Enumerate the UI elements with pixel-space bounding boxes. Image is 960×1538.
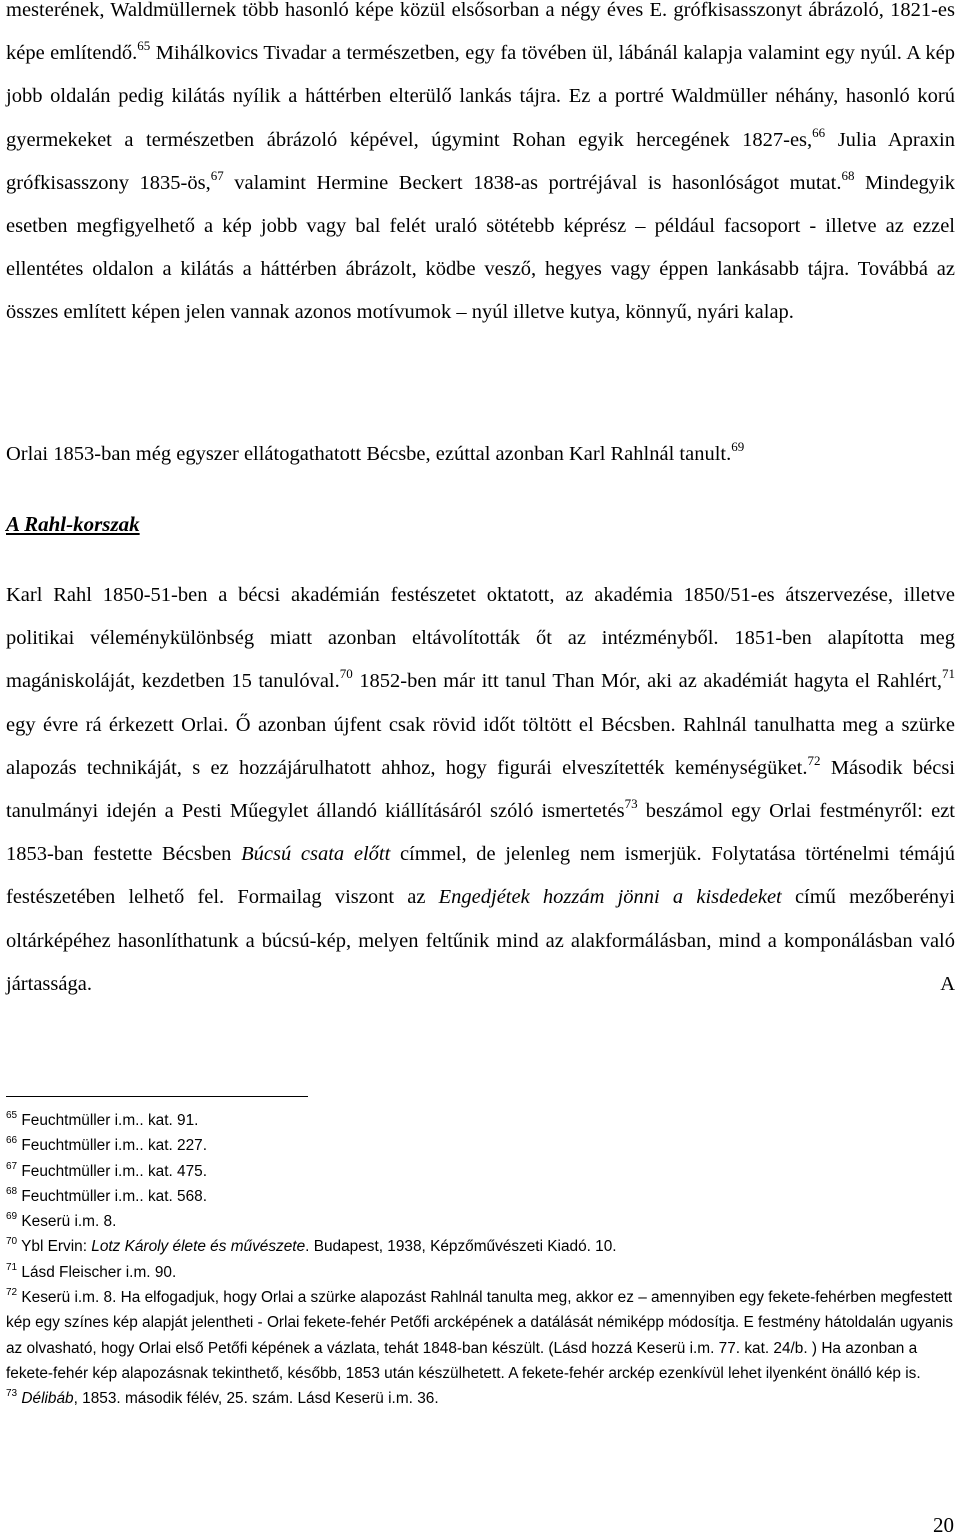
text-run: című mezőberényi oltárképéhez hasonlíthatunk a búcsú-kép, melyen feltűnik mind az alakformálásban, mind a komponálásban való jártassága. A [6, 886, 955, 995]
footnote-68 [6, 1184, 955, 1209]
footnote-ref-65[interactable]: 65 [137, 38, 151, 54]
body-paragraph-3 [6, 574, 955, 1006]
footnote-text: Feuchtmüller i.m.. kat. 475. [17, 1162, 208, 1180]
footnote-ref-66[interactable]: 66 [812, 124, 826, 140]
footnote-text: , 1853. második félév, 25. szám. Lásd Keserü i.m. 36. [73, 1390, 439, 1408]
artwork-title: Búcsú csata előtt [241, 843, 391, 866]
footnote-text: Lásd Fleischer i.m. 90. [17, 1263, 177, 1281]
text-run: valamint Hermine Beckert 1838-as portréjával is hasonlóságot mutat. [223, 171, 842, 194]
text-run: Karl Rahl 1850-51-ben a bécsi akadémián festészetet oktatott, az akadémia 1850/51-es átszervezése, illetve politikai véleménykülönbség miatt azonban eltávolították őt az intézményből. 1851-ben alapította meg magániskoláját, kezdetben 15 tanulóval. [6, 584, 955, 693]
footnote-67 [6, 1159, 955, 1184]
footnote-text: Feuchtmüller i.m.. kat. 568. [17, 1187, 208, 1205]
footnote-number: 73 [6, 1388, 18, 1400]
text-run: 1852-ben már itt tanul Than Mór, aki az akadémiát hagyta el Rahlért, [352, 670, 942, 693]
footnote-ref-70[interactable]: 70 [339, 666, 353, 682]
footnote-70 [6, 1234, 955, 1259]
footnote-text: Keserü i.m. 8. [17, 1213, 117, 1231]
text-run: Második bécsi tanulmányi idején a Pesti Műegylet állandó kiállításáról szóló ismertetés [6, 756, 956, 823]
periodical-title: Délibáb [21, 1390, 74, 1408]
text-run: Julia Apraxin grófkisasszony 1835-ös, [6, 128, 955, 194]
footnote-73 [6, 1386, 955, 1411]
footnote-number: 72 [6, 1287, 18, 1299]
footnote-text: Feuchtmüller i.m.. kat. 91. [17, 1112, 199, 1129]
footnote-number: 66 [6, 1135, 18, 1147]
body-paragraph-2 [6, 439, 745, 466]
page-number: 20 [933, 1513, 954, 1537]
footnote-text: Ybl Ervin: [17, 1238, 92, 1256]
footnote-ref-67[interactable]: 67 [210, 167, 224, 183]
text-run: Orlai 1853-ban még egyszer ellátogathatott Bécsbe, ezúttal azonban Karl Rahlnál tanult. [6, 443, 732, 465]
section-heading: A Rahl-korszak [6, 512, 140, 536]
footnote-text: Keserü i.m. 8. Ha elfogadjuk, hogy Orlai a szürke alapozást Rahlnál tanulta meg, akkor ez – amennyiben egy fekete-fehérben megfestett kép egy színes kép alapját jelentheti - Orlai fekete-fehér Petőfi arcképének a datálását némiképp módosítja. E festmény hátoldalán ugyanis az olvasható, hogy Orlai első Petőfi képének a vázlata, tehát 1848-ban készült. (Lásd hozzá Keserü i.m. 77. kat. 24/b. ) Ha azonban a fekete-fehér kép alapozásnak tekinthető, később, 1853 után készülhetett. A fekete-fehér arckép ezenkívül lehet ilyenként önálló kép is. [6, 1289, 954, 1382]
footnote-number: 65 [6, 1110, 18, 1121]
footnote-text: . Budapest, 1938, Képzőművészeti Kiadó. 10. [305, 1238, 617, 1256]
artwork-title: Engedjétek hozzám jönni a kisdedeket [438, 886, 782, 909]
footnote-number: 67 [6, 1160, 18, 1172]
text-run: mesterének, Waldmüllernek több hasonló képe közül elsősorban a négy éves E. grófkisasszonyt ábrázoló, 1821-es képe említendő. [6, 0, 955, 65]
body-paragraph-1 [6, 0, 955, 335]
footnote-number: 69 [6, 1211, 18, 1223]
footnote-ref-73[interactable]: 73 [624, 796, 638, 812]
text-run: egy évre rá érkezett Orlai. Ő azonban újfent csak rövid időt töltött el Bécsben. Rahlnál tanulhatta meg a szürke alapozás technikáját, s ez hozzájárulhatott ahhoz, hogy figurái elveszítették keménységüket. [6, 713, 955, 779]
footnote-ref-69[interactable]: 69 [731, 439, 745, 454]
footnote-number: 70 [6, 1236, 18, 1248]
footnote-72 [6, 1285, 955, 1386]
text-run: címmel, de jelenleg nem ismerjük. Folytatása történelmi témájú festészetében lelhető fel. Formailag viszont az [6, 843, 956, 909]
text-run: Mindegyik esetben megfigyelhető a kép jobb vagy bal felét uraló sötétebb képrész – például facsoport - illetve az ezzel ellentétes oldalon a kilátás a háttérben ábrázolt, ködbe vesző, hegyes vagy éppen lankásabb tájra. Továbbá az összes említett képen jelen vannak azonos motívumok – nyúl illetve kutya, könnyű, nyári kalap. [6, 171, 955, 324]
footnote-number: 68 [6, 1185, 18, 1197]
footnote-number: 71 [6, 1261, 18, 1273]
footnote-text: Feuchtmüller i.m.. kat. 227. [17, 1137, 208, 1155]
footnote-ref-68[interactable]: 68 [841, 167, 855, 183]
footnote-71 [6, 1260, 955, 1285]
footnote-ref-71[interactable]: 71 [942, 666, 955, 682]
footnote-65 [6, 1108, 955, 1133]
footnote-separator [6, 1096, 308, 1097]
footnote-ref-72[interactable]: 72 [807, 752, 821, 768]
footnote-66 [6, 1133, 955, 1158]
footnote-69 [6, 1209, 955, 1234]
text-run: beszámol egy Orlai festményről: ezt 1853-ban festette Bécsben [6, 800, 956, 866]
text-run: Mihálkovics Tivadar a természetben, egy fa tövében ül, lábánál kalapja valamint egy nyúl. A kép jobb oldalán pedig kilátás nyílik a háttérben elterülő lankás tájra. Ez a portré Waldmüller néhány, hasonló korú gyermekeket a természetben ábrázoló képével, úgymint Rohan egyik hercegének 1827-es, [6, 42, 955, 151]
footnotes [6, 1108, 955, 1412]
book-title: Lotz Károly élete és művészete [91, 1238, 306, 1256]
